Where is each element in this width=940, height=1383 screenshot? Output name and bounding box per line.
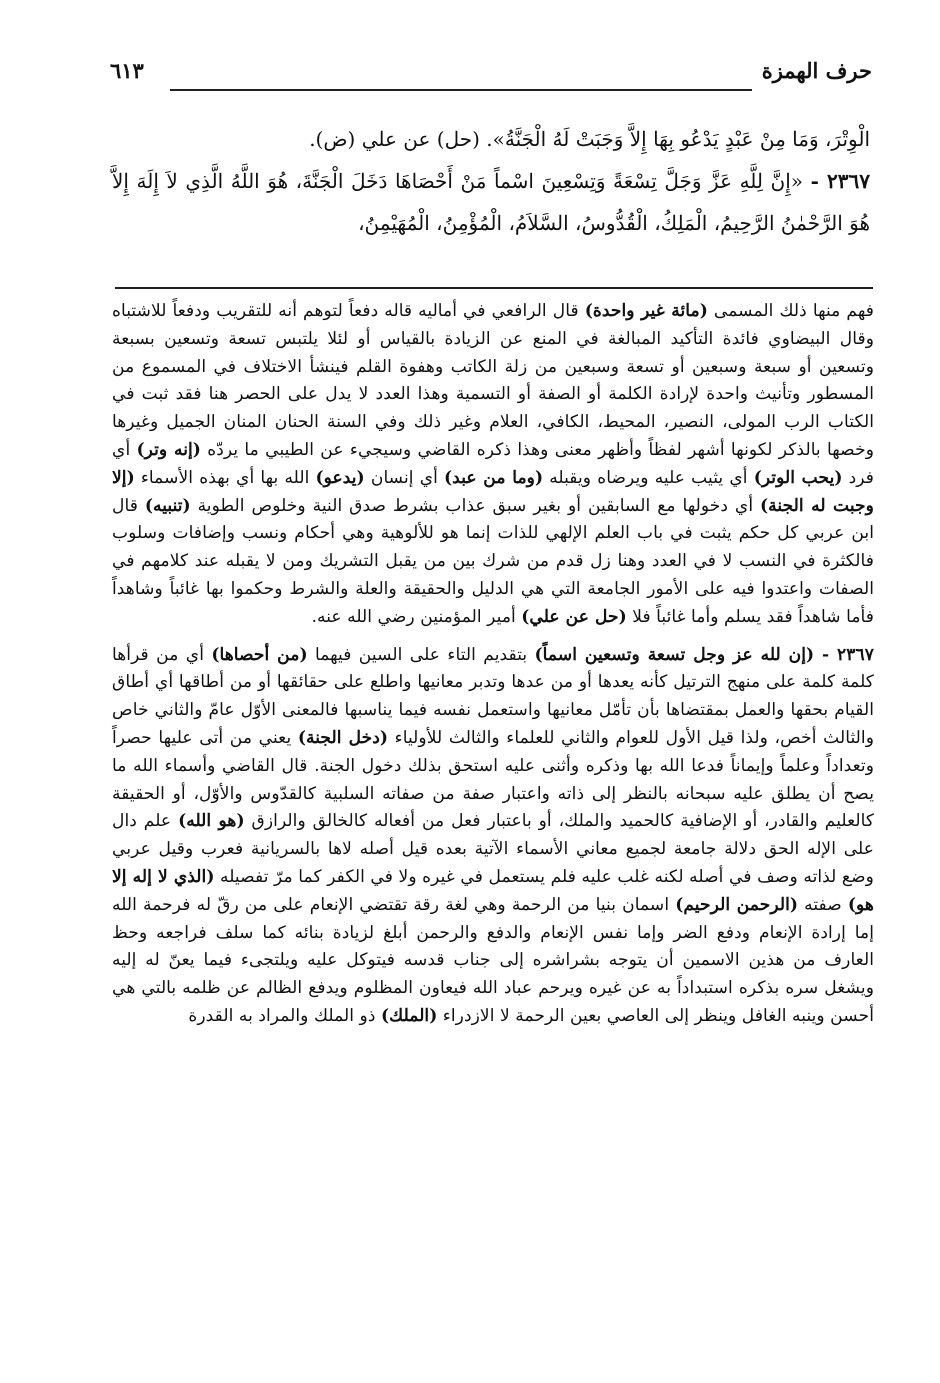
commentary-quote: (يحب الوتر) [753, 467, 843, 488]
commentary-text: اسمان بنيا من الرحمة وهي لغة رقة تقتضي الإنعام على من رقّ له فرحمة الله إما إرادة الإنعام ودفع الضر وإما نفس الإنعام والدفع والرحمن أبلغ لزيادة بنائه كما سلف فراجعه وحظ العارف من هذين الاسمين أن يتوجه بشراشره إلى جناب قدسه فيتوكل عليه ويلتجىء فيما يعنّ له إليه ويشغل سره بذكره استبداداً به عن غيره ويرحم عباد الله فيعاون المظلوم ويدفع الظالم عن ظلمه بالتي هي أحسن وينبه الغافل وينظر إلى العاصي بعين الرحمة لا الازدراء [112, 894, 874, 1026]
commentary-quote: (إلا وجبت له الجنة) [112, 467, 874, 516]
commentary-quote: (الرحمن الرحيم) [675, 894, 798, 915]
commentary-text: فهم منها ذلك المسمى [707, 301, 874, 321]
page-number: ٦١٣ [110, 58, 144, 83]
commentary-text: ذو الملك والمراد به القدرة [188, 1005, 381, 1026]
commentary-text: أي إنسان [364, 467, 445, 488]
commentary-text: أي فرد [112, 439, 874, 488]
commentary-quote: (وما من عبد) [444, 467, 544, 488]
commentary-text: أي يثيب عليه ويرضاه ويقبله [543, 467, 754, 488]
main-hadith [112, 160, 870, 244]
commentary-text: أي من قرأها كلمة كلمة على منهج الترتيل كأنه يعدها أو من عدها وتدبر معانيها واطلع على حقائقها أو من أطاقها أي أطاق القيام بحقها والعمل بمقتضاها بأن تأمّل معانيها واستعمل نفسه فيما يناسبها فالمعنى الأوّل عامّ والثاني خاص والثالث أخص، ولذا قيل الأول للعوام والثاني للعلماء والثالث للأولياء [112, 644, 874, 748]
commentary-quote: (هو الله) [178, 811, 245, 832]
page-header [110, 58, 872, 92]
commentary-quote: (الملك) [380, 1005, 438, 1026]
commentary-paragraph-1 [112, 298, 874, 632]
commentary-text: علم دال على الإله الحق دلالة جامعة لجميع معاني الأسماء الآتية بعده قيل أصله لاها بالسريانية فعرب وقيل عربي وضع لذاته وصف في أصله لكنه غلب عليه فلم يستعمل في غيره ولا في الكفر كما مرّ تفصيله [112, 811, 874, 887]
commentary-text: أمير المؤمنين رضي الله عنه. [311, 606, 522, 627]
commentary-text: قال الرافعي في أماليه قاله دفعاً لتوهم أنه للتقريب ودفعاً للاشتباه وقال البيضاوي فائدة التأكيد المبالغة في المنع عن الزيادة بالقياس أو لئلا يلتبس تسعة وتسعين بسبعة وتسعين أو سبعة وسبعين أو تسعة وسبعين من زلة الكاتب وهفوة القلم فينشأ الاختلاف في المسموع من المسطور وتأنيث واحدة لإرادة الكلمة أو الصفة أو التسمية وهذا العدد لا يدل على الحصر هنا فقد ثبت في الكتاب الرب المولى، النصير، المحيط، الكافي، العلام وغير ذلك وفي السنة الحنان المنان الجميل وغيرها وخصها بالذكر لكونها أشهر لفظاً وأظهر معنى وهذا ذكره القاضي وسيجيء عن الطيبي ما يردّه [112, 301, 874, 460]
commentary-quote: (حل عن علي) [521, 606, 627, 627]
running-title: حرف الهمزة [761, 58, 872, 83]
commentary-quote: (من أحصاها) [211, 644, 308, 665]
commentary-quote: (تنبيه) [144, 495, 191, 516]
commentary-text: أي دخولها مع السابقين أو بغير سبق عذاب بشرط صدق النية وخلوص الطوية [190, 495, 761, 516]
commentary-paragraph-2 [112, 642, 874, 1031]
commentary-text: صفته [798, 894, 848, 915]
commentary-text: الله بها أي بهذه الأسماء [134, 467, 316, 488]
main-line-continuation: الْوِتْرَ، وَمَا مِنْ عَبْدٍ يَدْعُو بِهَا إِلاَّ وَجَبَتْ لَهُ الْجَنَّةُ». (حل) عن علي (ض). [309, 127, 870, 151]
commentary-number: ٢٣٦٧ - [814, 644, 874, 665]
commentary-text: يعني من أتى عليها حصراً وتعداداً وعلماً وإيماناً فدعا الله بها وذكره وأثنى عليه استحق بذلك دخول الجنة. قال القاضي وأسماء الله ما يصح أن يطلق عليه سبحانه بالنظر إلى ذاته واعتبار صفة من صفاته السلبية كالقدّوس والأوّل، أو الحقيقة كالعليم والقادر، أو الإضافية كالحميد والملك، أو باعتبار فعل من أفعاله كالخالق والرازق [112, 727, 875, 832]
commentary-quote: (مائة غير واحدة) [584, 301, 708, 321]
section-divider [115, 287, 873, 289]
hadith-number: ٢٣٦٧ - [810, 169, 870, 193]
commentary-quote: (دخل الجنة) [297, 727, 389, 748]
commentary-quote: (إنه وتر) [136, 439, 201, 460]
commentary-quote: (يدعو) [315, 467, 365, 488]
commentary-quote: (إن لله عز وجل تسعة وتسعين اسماً) [534, 644, 815, 665]
commentary-text: قال ابن عربي كل حكم يثبت في باب العلم الإلهي للذات إنما هو للألوهية وهي أحكام ونسب وإضافات وسلوب فالكثرة في النسب لا في العدد وهنا زل قدم من شرك بين من يقبل التشريك ومن لا يقبله عند كلامهم في الصفات واعتدوا فيه على الأمور الجامعة التي هي الدليل والحقيقة والعلة والشرط وحكموا بها غائباً وشاهداً فأما شاهداً فقد يسلم وأما غائباً فلا [112, 495, 874, 627]
main-text [112, 118, 870, 244]
header-rule [170, 89, 752, 91]
commentary-quote: (الذي لا إله إلا هو) [112, 866, 874, 915]
commentary [112, 298, 874, 1031]
hadith-text: «إِنَّ لِلَّهِ عَزَّ وَجَلَّ تِسْعَةً وَتِسْعِينَ اسْماً مَنْ أَحْصَاهَا دَخَلَ الْجَنَّةَ، هُوَ اللَّهُ الَّذِي لاَ إِلَهَ إِلاَّ هُوَ الرَّحْمٰنُ الرَّحِيمُ، الْمَلِكُ، الْقُدُّوسُ، السَّلاَمُ، الْمُؤْمِنُ، الْمُهَيْمِنُ، [112, 169, 870, 235]
commentary-text: بتقديم التاء على السين فيهما [307, 644, 535, 665]
